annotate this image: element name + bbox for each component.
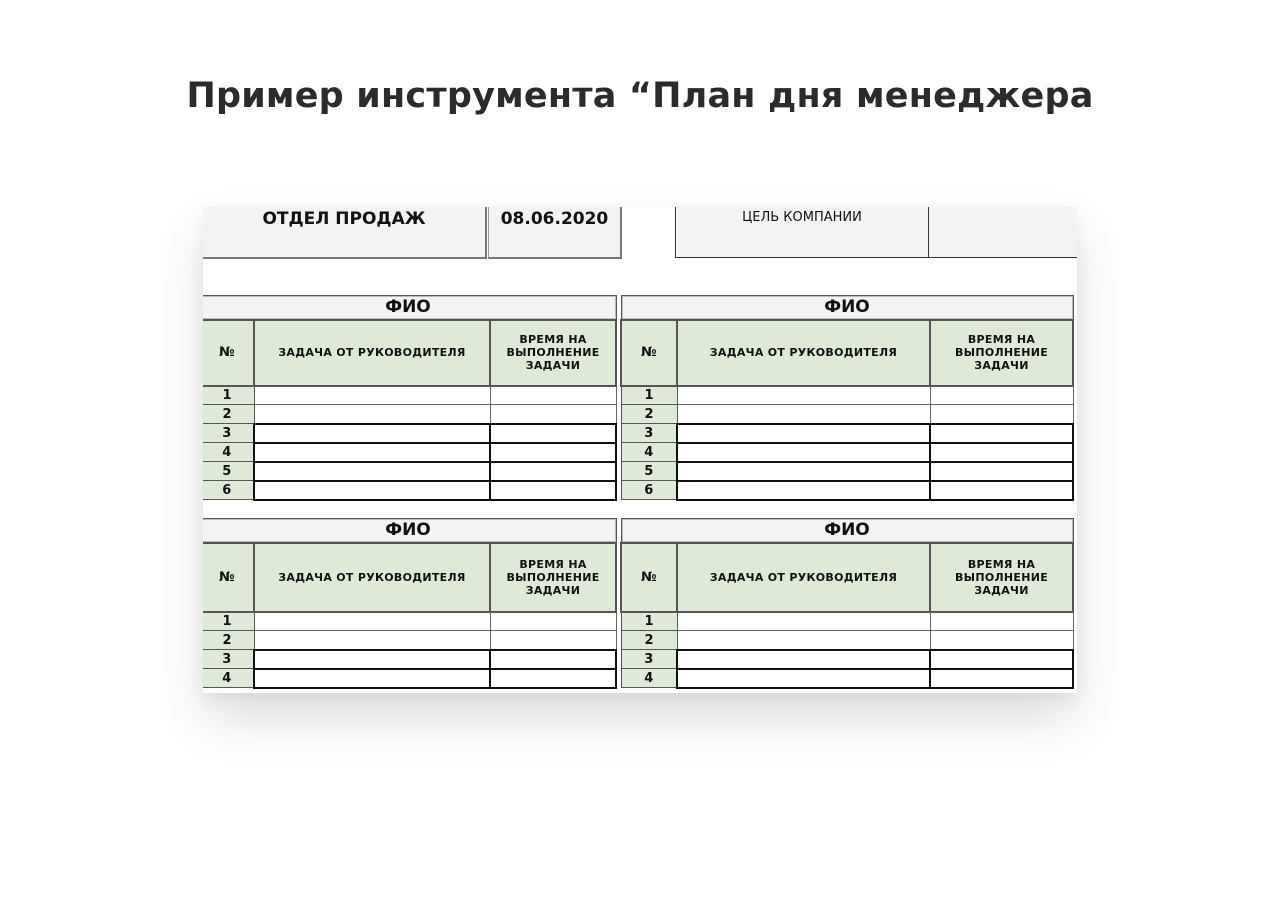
task-input-cell[interactable] <box>254 650 490 669</box>
task-row <box>621 443 1073 462</box>
time-input-cell[interactable] <box>930 481 1073 500</box>
row-number: 5 <box>203 462 254 481</box>
task-input-cell[interactable] <box>254 612 490 631</box>
time-input-cell[interactable] <box>930 443 1073 462</box>
time-column-header: ВРЕМЯ НА ВЫПОЛНЕНИЕ ЗАДАЧИ <box>490 320 616 386</box>
task-row <box>621 424 1073 443</box>
row-number: 2 <box>621 631 677 650</box>
row-number: 3 <box>203 650 254 669</box>
task-column-header: ЗАДАЧА ОТ РУКОВОДИТЕЛЯ <box>254 320 490 386</box>
row-number: 6 <box>621 481 677 500</box>
time-input-cell[interactable] <box>930 424 1073 443</box>
task-input-cell[interactable] <box>254 443 490 462</box>
row-number: 1 <box>203 386 254 405</box>
fio-header: ФИО <box>621 519 1073 543</box>
row-number: 4 <box>621 443 677 462</box>
fio-header: ФИО <box>203 519 616 543</box>
time-input-cell[interactable] <box>490 612 616 631</box>
task-row <box>203 405 616 424</box>
task-column-header: ЗАДАЧА ОТ РУКОВОДИТЕЛЯ <box>677 543 930 612</box>
row-number: 3 <box>621 424 677 443</box>
time-input-cell[interactable] <box>930 650 1073 669</box>
number-column-header: № <box>203 320 254 386</box>
task-row <box>621 462 1073 481</box>
day-plan-sheet <box>203 207 1077 693</box>
row-number: 2 <box>203 631 254 650</box>
task-input-cell[interactable] <box>677 443 930 462</box>
employee-table <box>203 295 617 501</box>
time-input-cell[interactable] <box>490 631 616 650</box>
task-column-header: ЗАДАЧА ОТ РУКОВОДИТЕЛЯ <box>254 543 490 612</box>
task-input-cell[interactable] <box>677 462 930 481</box>
row-number: 1 <box>621 386 677 405</box>
task-row <box>621 650 1073 669</box>
task-row <box>203 669 616 688</box>
row-number: 4 <box>203 669 254 688</box>
task-input-cell[interactable] <box>254 386 490 405</box>
task-row <box>203 424 616 443</box>
row-number: 6 <box>203 481 254 500</box>
task-row <box>203 386 616 405</box>
time-input-cell[interactable] <box>490 669 616 688</box>
time-input-cell[interactable] <box>930 462 1073 481</box>
time-column-header: ВРЕМЯ НА ВЫПОЛНЕНИЕ ЗАДАЧИ <box>930 320 1073 386</box>
time-input-cell[interactable] <box>490 424 616 443</box>
fio-header: ФИО <box>203 296 616 320</box>
task-input-cell[interactable] <box>677 631 930 650</box>
task-row <box>621 386 1073 405</box>
time-input-cell[interactable] <box>930 612 1073 631</box>
task-input-cell[interactable] <box>677 386 930 405</box>
task-input-cell[interactable] <box>254 405 490 424</box>
task-input-cell[interactable] <box>254 424 490 443</box>
task-input-cell[interactable] <box>254 669 490 688</box>
fio-header: ФИО <box>621 296 1073 320</box>
task-column-header: ЗАДАЧА ОТ РУКОВОДИТЕЛЯ <box>677 320 930 386</box>
task-row <box>203 462 616 481</box>
row-number: 2 <box>203 405 254 424</box>
task-row <box>621 405 1073 424</box>
task-input-cell[interactable] <box>254 631 490 650</box>
task-row <box>203 650 616 669</box>
employee-table <box>620 295 1074 501</box>
task-row <box>203 443 616 462</box>
row-number: 5 <box>621 462 677 481</box>
number-column-header: № <box>203 543 254 612</box>
task-row <box>621 612 1073 631</box>
company-goal-label: ЦЕЛЬ КОМПАНИИ <box>675 207 929 258</box>
time-column-header: ВРЕМЯ НА ВЫПОЛНЕНИЕ ЗАДАЧИ <box>490 543 616 612</box>
task-input-cell[interactable] <box>677 650 930 669</box>
time-column-header: ВРЕМЯ НА ВЫПОЛНЕНИЕ ЗАДАЧИ <box>930 543 1073 612</box>
time-input-cell[interactable] <box>490 386 616 405</box>
task-row <box>621 481 1073 500</box>
row-number: 4 <box>203 443 254 462</box>
time-input-cell[interactable] <box>490 481 616 500</box>
task-row <box>621 631 1073 650</box>
row-number: 3 <box>203 424 254 443</box>
row-number: 4 <box>621 669 677 688</box>
task-input-cell[interactable] <box>254 462 490 481</box>
number-column-header: № <box>621 543 677 612</box>
time-input-cell[interactable] <box>490 405 616 424</box>
time-input-cell[interactable] <box>930 669 1073 688</box>
task-input-cell[interactable] <box>254 481 490 500</box>
row-number: 3 <box>621 650 677 669</box>
task-row <box>203 481 616 500</box>
row-number: 2 <box>621 405 677 424</box>
page-title: Пример инструмента “План дня менеджера <box>186 76 1094 116</box>
task-input-cell[interactable] <box>677 669 930 688</box>
time-input-cell[interactable] <box>930 631 1073 650</box>
time-input-cell[interactable] <box>930 405 1073 424</box>
time-input-cell[interactable] <box>930 386 1073 405</box>
task-row <box>203 631 616 650</box>
employee-table <box>620 518 1074 689</box>
employee-table <box>203 518 617 689</box>
row-number: 1 <box>621 612 677 631</box>
task-input-cell[interactable] <box>677 424 930 443</box>
task-input-cell[interactable] <box>677 612 930 631</box>
task-row <box>203 612 616 631</box>
task-input-cell[interactable] <box>677 405 930 424</box>
department-cell: ОТДЕЛ ПРОДАЖ <box>203 207 487 259</box>
time-input-cell[interactable] <box>490 650 616 669</box>
number-column-header: № <box>621 320 677 386</box>
company-goal-value[interactable] <box>929 207 1077 258</box>
row-number: 1 <box>203 612 254 631</box>
task-row <box>621 669 1073 688</box>
task-input-cell[interactable] <box>677 481 930 500</box>
time-input-cell[interactable] <box>490 443 616 462</box>
time-input-cell[interactable] <box>490 462 616 481</box>
date-cell: 08.06.2020 <box>488 207 622 259</box>
